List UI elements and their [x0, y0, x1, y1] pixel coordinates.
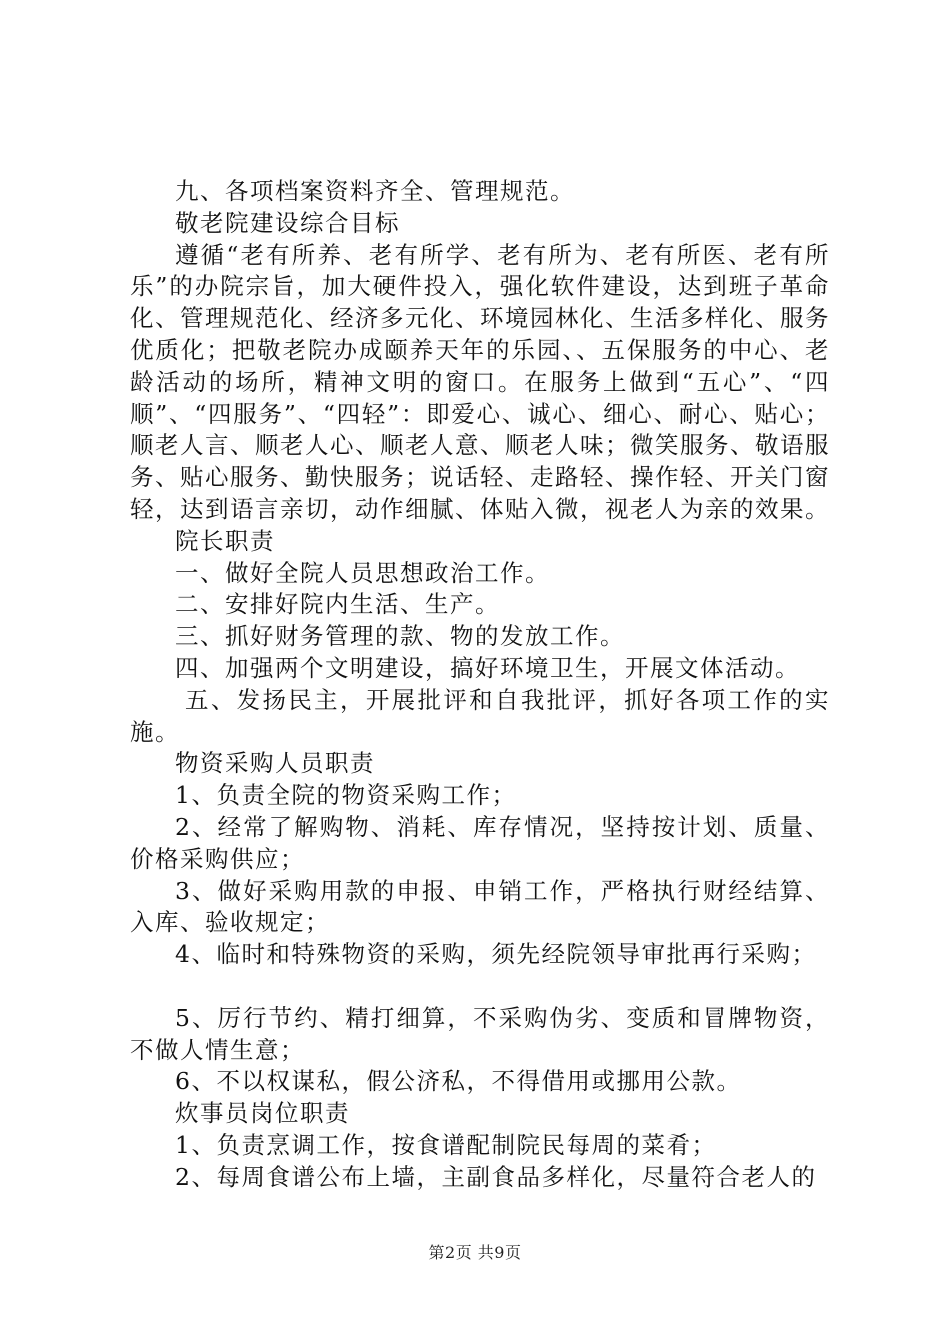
list-item-purchasing-1: 1、负责全院的物资采购工作； [175, 781, 517, 810]
list-item-purchasing-2: 2、经常了解购物、消耗、库存情况，坚持按计划、质量、价格采购供应； [130, 812, 830, 873]
heading-director-duties: 院长职责 [175, 526, 275, 555]
list-item-purchasing-3: 3、做好采购用款的申报、申销工作，严格执行财经结算、入库、验收规定； [130, 876, 830, 937]
list-item-cook-1: 1、负责烹调工作，按食谱配制院民每周的菜肴； [175, 1130, 717, 1159]
list-item-purchasing-6: 6、不以权谋私，假公济私，不得借用或挪用公款。 [175, 1067, 742, 1096]
list-item-purchasing-4: 4、临时和特殊物资的采购，须先经院领导审批再行采购； [175, 940, 817, 969]
list-item-director-5: 五、发扬民主，开展批评和自我批评，抓好各项工作的实施。 [130, 685, 830, 746]
blank-line [130, 971, 830, 1003]
paragraph-goal-body: 遵循“老有所养、老有所学、老有所为、老有所医、老有所乐”的办院宗旨，加大硬件投入，强化软件建设，达到班子革命化、管理规范化、经济多元化、环境园林化、生活多样化、服务优质化；把敬老院办成颐养天年的乐园、、五保服务的中心、老龄活动的场所，精神文明的窗口。在服务上做到“五心”、“四顺”、“四服务”、“四轻”：即爱心、诚心、细心、耐心、贴心；顺老人言、顺老人心、顺老人意、顺老人味；微笑服务、敬语服务、贴心服务、勤快服务；说话轻、走路轻、操作轻、开关门窗轻，达到语言亲切，动作细腻、体贴入微，视老人为亲的效果。 [130, 240, 830, 523]
list-item-purchasing-5: 5、厉行节约、精打细算，不采购伪劣、变质和冒牌物资，不做人情生意； [130, 1003, 830, 1064]
paragraph-archive-rule: 九、各项档案资料齐全、管理规范。 [175, 177, 575, 205]
list-item-director-2: 二、安排好院内生活、生产。 [175, 590, 500, 619]
document-body [130, 176, 830, 1194]
heading-cook-duties: 炊事员岗位职责 [175, 1099, 350, 1128]
list-item-director-4: 四、加强两个文明建设，搞好环境卫生，开展文体活动。 [175, 653, 800, 682]
list-item-director-1: 一、做好全院人员思想政治工作。 [175, 558, 550, 587]
list-item-cook-2: 2、每周食谱公布上墙，主副食品多样化，尽量符合老人的 [175, 1162, 817, 1191]
heading-overall-goal: 敬老院建设综合目标 [175, 208, 400, 237]
list-item-director-3: 三、抓好财务管理的款、物的发放工作。 [175, 622, 625, 651]
heading-purchasing-duties: 物资采购人员职责 [175, 749, 375, 778]
page-number-footer: 第2页 共9页 [428, 1243, 522, 1262]
